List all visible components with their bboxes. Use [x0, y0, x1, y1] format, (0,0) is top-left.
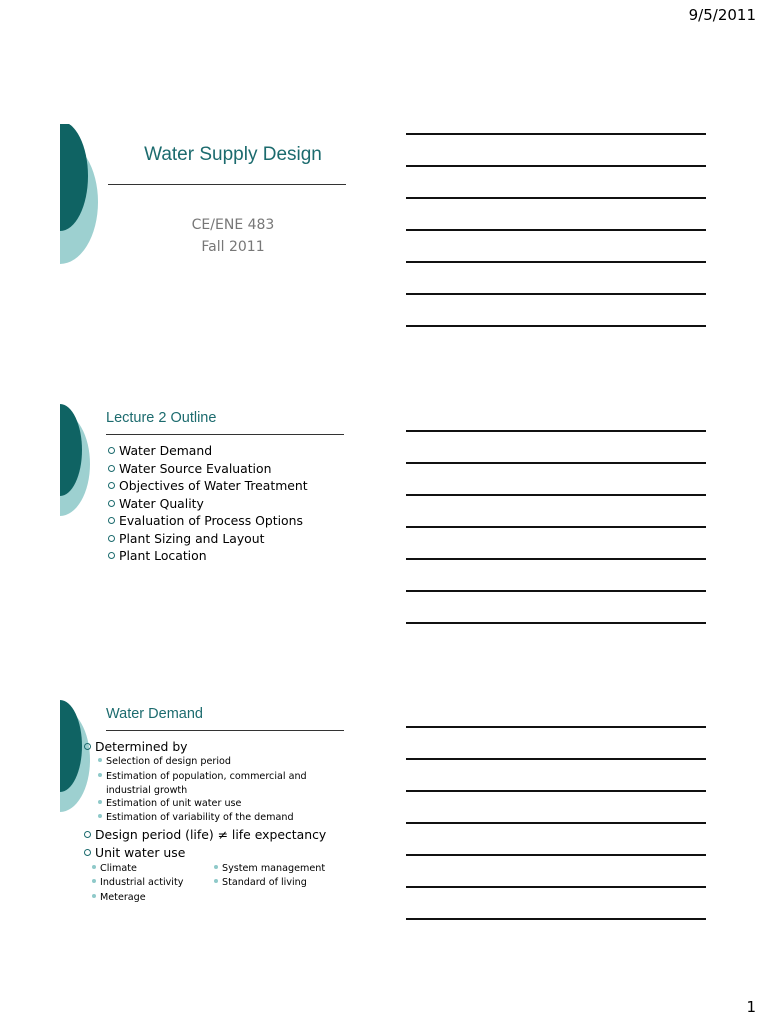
list-item: Design period (life) ≠ life expectancy	[84, 826, 326, 844]
slide-title: Water Demand	[106, 706, 203, 722]
sub-list-item: Climate	[84, 862, 206, 877]
sub-list-item: System management	[206, 862, 325, 877]
list-item: Water Quality	[108, 495, 308, 513]
list-item: Water Source Evaluation	[108, 460, 308, 478]
title-divider	[106, 434, 344, 435]
bullet-icon	[108, 465, 115, 472]
sub-list-item: Selection of design period	[84, 755, 326, 770]
sub-bullet-icon	[98, 814, 102, 818]
list-item: Plant Location	[108, 547, 308, 565]
sub-bullet-icon	[92, 894, 96, 898]
bullet-icon	[108, 482, 115, 489]
list-item: Determined by	[84, 739, 326, 755]
sub-bullet-icon	[98, 758, 102, 762]
sub-bullet-icon	[214, 879, 218, 883]
note-line	[406, 261, 706, 263]
note-line	[406, 494, 706, 496]
outline-list	[108, 442, 308, 565]
sub-list-item: Industrial activity	[84, 876, 206, 891]
unit-use-right-column	[206, 862, 325, 906]
page-number: 1	[746, 998, 756, 1016]
bullet-icon	[108, 535, 115, 542]
unit-use-columns	[84, 862, 326, 906]
unit-use-left-column	[84, 862, 206, 906]
list-item: Water Demand	[108, 442, 308, 460]
bullet-icon	[84, 743, 91, 750]
note-line	[406, 822, 706, 824]
sub-bullet-icon	[98, 773, 102, 777]
note-line	[406, 293, 706, 295]
list-item: Unit water use	[84, 844, 326, 862]
slide-title: Lecture 2 Outline	[106, 410, 217, 426]
list-item: Plant Sizing and Layout	[108, 530, 308, 548]
slide-3	[60, 700, 360, 930]
note-line	[406, 526, 706, 528]
sub-bullet-icon	[92, 865, 96, 869]
note-line	[406, 590, 706, 592]
note-line	[406, 430, 706, 432]
note-line	[406, 229, 706, 231]
sub-list-item: Meterage	[84, 891, 206, 906]
bullet-icon	[84, 849, 91, 856]
slide-decoration-icon	[60, 404, 92, 516]
bullet-icon	[108, 500, 115, 507]
slide-subtitle-course: CE/ENE 483	[191, 217, 275, 233]
sub-bullet-icon	[98, 800, 102, 804]
slide-subtitle-term: Fall 2011	[201, 239, 265, 255]
slide-decoration-icon	[60, 124, 106, 266]
note-line	[406, 886, 706, 888]
note-line	[406, 622, 706, 624]
note-line	[406, 726, 706, 728]
list-item: Objectives of Water Treatment	[108, 477, 308, 495]
bullet-icon	[108, 517, 115, 524]
title-divider	[108, 184, 346, 185]
note-line	[406, 558, 706, 560]
sub-list-item: Standard of living	[206, 876, 325, 891]
note-line	[406, 854, 706, 856]
note-line	[406, 462, 706, 464]
sub-list-item-continued: industrial growth	[106, 784, 188, 796]
note-line	[406, 758, 706, 760]
note-line	[406, 197, 706, 199]
page-date: 9/5/2011	[688, 6, 756, 24]
note-line	[406, 165, 706, 167]
note-line	[406, 918, 706, 920]
bullet-icon	[84, 831, 91, 838]
bullet-icon	[108, 552, 115, 559]
demand-content	[84, 739, 326, 905]
bullet-icon	[108, 447, 115, 454]
sub-list-item: Estimation of unit water use	[84, 797, 326, 812]
note-line	[406, 133, 706, 135]
sub-bullet-icon	[92, 879, 96, 883]
note-line	[406, 790, 706, 792]
slide-2	[60, 404, 360, 634]
sub-list-item: Estimation of population, commercial and	[84, 770, 326, 784]
title-divider	[106, 730, 344, 731]
note-line	[406, 325, 706, 327]
slide-1	[60, 124, 360, 354]
sub-list-item: Estimation of variability of the demand	[84, 811, 326, 826]
slide-title: Water Supply Design	[144, 144, 322, 165]
list-item: Evaluation of Process Options	[108, 512, 308, 530]
sub-bullet-icon	[214, 865, 218, 869]
